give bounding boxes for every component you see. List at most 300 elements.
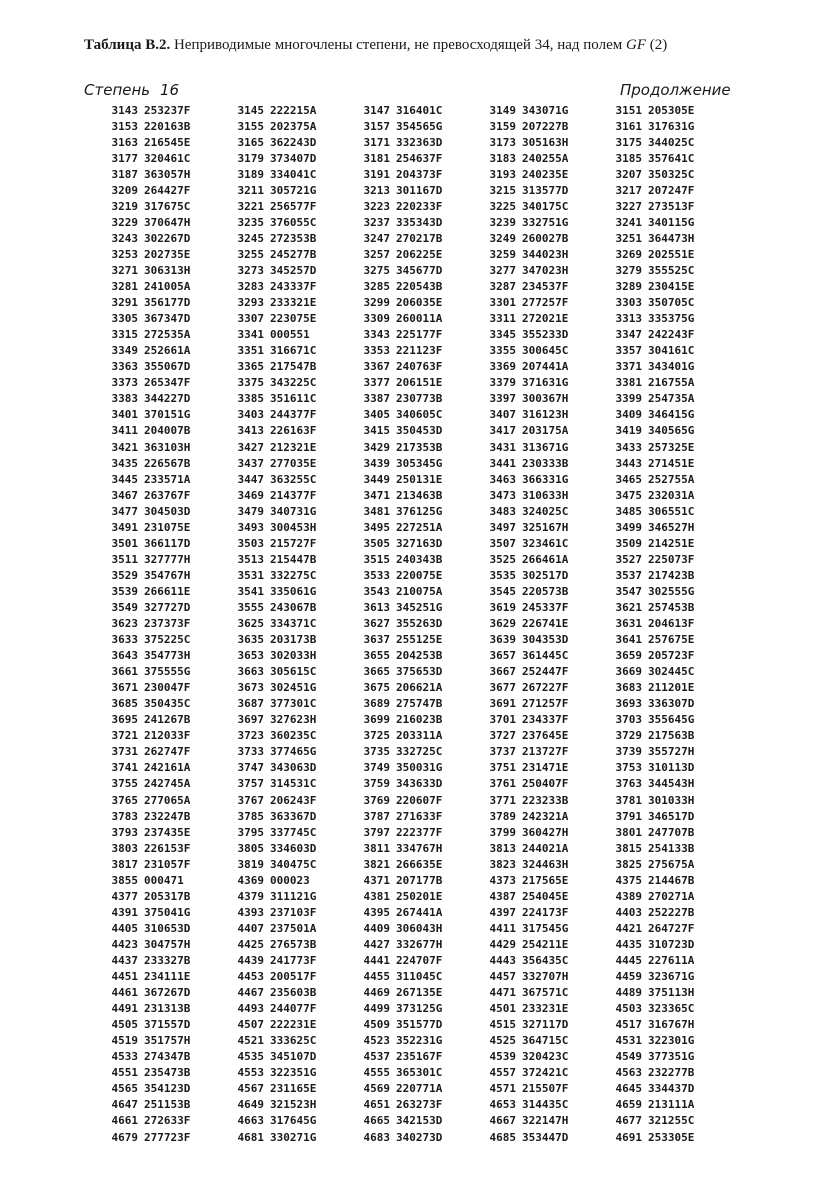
- polynomial-number: 4505: [111, 1018, 138, 1032]
- polynomial-number: 4425: [237, 937, 264, 951]
- polynomial-code: 271451E: [648, 456, 695, 470]
- polynomial-number: 4551: [111, 1066, 138, 1080]
- polynomial-code: 366331G: [522, 472, 569, 486]
- polynomial-code: 301167D: [396, 183, 443, 197]
- table-cell: [482, 840, 608, 856]
- polynomial-code: 350325C: [648, 167, 695, 181]
- polynomial-code: 340475C: [270, 857, 317, 871]
- polynomial-number: 3527: [615, 552, 642, 566]
- polynomial-number: 3507: [489, 536, 516, 550]
- table-caption: [84, 36, 724, 54]
- polynomial-code: 302033H: [270, 649, 317, 663]
- polynomial-number: 3275: [363, 263, 390, 277]
- polynomial-number: 3415: [363, 424, 390, 438]
- table-cell: [482, 118, 608, 134]
- table-caption-suffix: (2): [649, 37, 668, 53]
- polynomial-number: 4533: [111, 1050, 138, 1064]
- table-cell: [482, 744, 608, 760]
- table-cell: [104, 359, 230, 375]
- polynomial-number: 3729: [615, 729, 642, 743]
- table-cell: [230, 503, 356, 519]
- polynomial-number: 4469: [363, 986, 390, 1000]
- polynomial-code: 327727D: [144, 600, 191, 614]
- polynomial-number: 3667: [489, 665, 516, 679]
- polynomial-code: 350705C: [648, 296, 695, 310]
- polynomial-code: 217547B: [270, 360, 317, 374]
- polynomial-number: 3689: [363, 697, 390, 711]
- polynomial-code: 343225C: [270, 376, 317, 390]
- table-cell: [104, 648, 230, 664]
- table-cell: [482, 1129, 608, 1145]
- table-cell: [230, 198, 356, 214]
- polynomial-number: 3433: [615, 440, 642, 454]
- polynomial-code: 213727F: [522, 745, 569, 759]
- polynomial-code: 323671G: [648, 970, 695, 984]
- table-cell: [104, 583, 230, 599]
- polynomial-number: 4557: [489, 1066, 516, 1080]
- table-cell: [230, 969, 356, 985]
- polynomial-code: 204373F: [396, 167, 443, 181]
- polynomial-number: 3403: [237, 408, 264, 422]
- table-cell: [356, 776, 482, 792]
- polynomial-number: 3235: [237, 215, 264, 229]
- table-cell: [230, 1049, 356, 1065]
- table-cell: [608, 230, 734, 246]
- table-cell: [608, 872, 734, 888]
- polynomial-number: 3753: [615, 761, 642, 775]
- table-cell: [608, 1065, 734, 1081]
- table-cell: [104, 150, 230, 166]
- table-cell: [104, 888, 230, 904]
- polynomial-code: 343633D: [396, 777, 443, 791]
- polynomial-number: 4437: [111, 954, 138, 967]
- table-cell: [104, 102, 230, 118]
- polynomial-code: 313577D: [522, 183, 569, 197]
- table-cell: [230, 696, 356, 712]
- polynomial-code: 327163D: [396, 536, 443, 550]
- polynomial-code: 375113H: [648, 986, 695, 1000]
- polynomial-number: 3537: [615, 568, 642, 582]
- table-cell: [482, 182, 608, 198]
- polynomial-code: 231165E: [270, 1082, 317, 1096]
- table-cell: [482, 503, 608, 519]
- table-cell: [104, 840, 230, 856]
- polynomial-code: 224707F: [396, 954, 443, 967]
- polynomial-number: 3253: [111, 247, 138, 261]
- polynomial-code: 206151E: [396, 376, 443, 390]
- polynomial-code: 207441A: [522, 360, 569, 374]
- polynomial-number: 3657: [489, 649, 516, 663]
- polynomial-number: 4373: [489, 873, 516, 887]
- polynomial-number: 3189: [237, 167, 264, 181]
- table-cell: [608, 824, 734, 840]
- table-cell: [608, 1097, 734, 1113]
- polynomial-code: 373125G: [396, 1002, 443, 1016]
- table-cell: [482, 920, 608, 936]
- polynomial-code: 345677D: [396, 263, 443, 277]
- polynomial-number: 3305: [111, 312, 138, 326]
- polynomial-code: 343071G: [522, 103, 569, 117]
- polynomial-code: 206225E: [396, 247, 443, 261]
- table-cell: [482, 792, 608, 808]
- polynomial-number: 4661: [111, 1114, 138, 1128]
- polynomial-number: 3541: [237, 584, 264, 598]
- table-cell: [230, 134, 356, 150]
- polynomial-code: 336307D: [648, 697, 695, 711]
- table-cell: [482, 295, 608, 311]
- table-cell: [356, 503, 482, 519]
- table-cell: [356, 134, 482, 150]
- table-cell: [482, 599, 608, 615]
- polynomial-code: 355525C: [648, 263, 695, 277]
- polynomial-code: 271257F: [522, 697, 569, 711]
- polynomial-number: 3385: [237, 392, 264, 406]
- polynomial-number: 3621: [615, 600, 642, 614]
- table-cell: [482, 519, 608, 535]
- table-cell: [230, 648, 356, 664]
- polynomial-number: 3613: [363, 600, 390, 614]
- polynomial-number: 3759: [363, 777, 390, 791]
- table-cell: [482, 1017, 608, 1033]
- polynomial-code: 375041G: [144, 905, 191, 919]
- table-cell: [356, 1049, 482, 1065]
- polynomial-code: 340273D: [396, 1130, 443, 1144]
- polynomial-code: 302517D: [522, 568, 569, 582]
- table-cell: [482, 262, 608, 278]
- polynomial-number: 3413: [237, 424, 264, 438]
- polynomial-number: 3727: [489, 729, 516, 743]
- polynomial-code: 350435C: [144, 697, 191, 711]
- table-cell: [104, 985, 230, 1001]
- table-cell: [608, 599, 734, 615]
- table-caption-field: GF: [626, 37, 646, 53]
- table-cell: [482, 551, 608, 567]
- table-cell: [356, 808, 482, 824]
- table-cell: [104, 824, 230, 840]
- polynomial-number: 3693: [615, 697, 642, 711]
- polynomial-code: 252447F: [522, 665, 569, 679]
- polynomial-number: 4467: [237, 986, 264, 1000]
- polynomial-code: 220233F: [396, 199, 443, 213]
- polynomial-number: 3799: [489, 825, 516, 839]
- polynomial-number: 3217: [615, 183, 642, 197]
- polynomial-number: 4567: [237, 1082, 264, 1096]
- polynomial-code: 355645G: [648, 713, 695, 727]
- polynomial-number: 3475: [615, 488, 642, 502]
- polynomial-number: 4393: [237, 905, 264, 919]
- polynomial-code: 365301C: [396, 1066, 443, 1080]
- table-cell: [482, 359, 608, 375]
- polynomial-code: 240255A: [522, 151, 569, 165]
- polynomial-code: 302267D: [144, 231, 191, 245]
- polynomial-code: 207227B: [522, 119, 569, 133]
- polynomial-number: 3175: [615, 135, 642, 149]
- polynomial-number: 4537: [363, 1050, 390, 1064]
- polynomial-code: 350031G: [396, 761, 443, 775]
- table-cell: [104, 664, 230, 680]
- table-cell: [230, 1081, 356, 1097]
- polynomial-number: 3691: [489, 697, 516, 711]
- polynomial-number: 3283: [237, 280, 264, 294]
- polynomial-code: 234337F: [522, 713, 569, 727]
- polynomial-code: 227251A: [396, 520, 443, 534]
- polynomial-code: 244377F: [270, 408, 317, 422]
- polynomial-code: 235473B: [144, 1066, 191, 1080]
- polynomial-number: 4397: [489, 905, 516, 919]
- polynomial-number: 4571: [489, 1082, 516, 1096]
- polynomial-code: 266461A: [522, 552, 569, 566]
- polynomial-code: 361445C: [522, 649, 569, 663]
- table-cell: [104, 343, 230, 359]
- table-cell: [482, 1033, 608, 1049]
- polynomial-code: 240763F: [396, 360, 443, 374]
- table-cell: [608, 391, 734, 407]
- polynomial-number: 3411: [111, 424, 138, 438]
- polynomial-code: 354773H: [144, 649, 191, 663]
- polynomial-code: 363367D: [270, 809, 317, 823]
- polynomial-number: 3435: [111, 456, 138, 470]
- table-cell: [104, 198, 230, 214]
- polynomial-code: 304757H: [144, 937, 191, 951]
- table-cell: [356, 680, 482, 696]
- table-cell: [230, 744, 356, 760]
- polynomial-number: 3409: [615, 408, 642, 422]
- polynomial-number: 3813: [489, 841, 516, 855]
- table-cell: [482, 279, 608, 295]
- table-cell: [230, 792, 356, 808]
- polynomial-number: 4405: [111, 921, 138, 935]
- polynomial-code: 332677H: [396, 937, 443, 951]
- polynomial-number: 3293: [237, 296, 264, 310]
- polynomial-number: 3761: [489, 777, 516, 791]
- polynomial-code: 351757H: [144, 1034, 191, 1048]
- polynomial-code: 272535A: [144, 328, 191, 342]
- table-cell: [356, 920, 482, 936]
- polynomial-number: 4649: [237, 1098, 264, 1112]
- polynomial-code: 220771A: [396, 1082, 443, 1096]
- polynomial-code: 376125G: [396, 504, 443, 518]
- polynomial-number: 4499: [363, 1002, 390, 1016]
- polynomial-code: 232247B: [144, 809, 191, 823]
- table-cell: [356, 487, 482, 503]
- polynomial-number: 4371: [363, 873, 390, 887]
- polynomial-code: 314531C: [270, 777, 317, 791]
- table-cell: [104, 1113, 230, 1129]
- polynomial-number: 3701: [489, 713, 516, 727]
- polynomial-number: 3241: [615, 215, 642, 229]
- table-cell: [230, 246, 356, 262]
- polynomial-number: 4515: [489, 1018, 516, 1032]
- table-cell: [356, 295, 482, 311]
- polynomial-code: 206243F: [270, 793, 317, 807]
- table-cell: [356, 744, 482, 760]
- table-cell: [230, 952, 356, 968]
- polynomial-number: 4653: [489, 1098, 516, 1112]
- polynomial-code: 363057H: [144, 167, 191, 181]
- polynomial-code: 204253B: [396, 649, 443, 663]
- polynomial-code: 212033F: [144, 729, 191, 743]
- polynomial-code: 270271A: [648, 889, 695, 903]
- table-cell: [356, 150, 482, 166]
- polynomial-code: 252661A: [144, 344, 191, 358]
- table-cell: [104, 792, 230, 808]
- polynomial-code: 340731G: [270, 504, 317, 518]
- polynomial-number: 3281: [111, 280, 138, 294]
- table-cell: [482, 808, 608, 824]
- polynomial-number: 3251: [615, 231, 642, 245]
- polynomial-code: 266611E: [144, 584, 191, 598]
- polynomial-code: 215507F: [522, 1082, 569, 1096]
- table-cell: [230, 423, 356, 439]
- polynomial-number: 3193: [489, 167, 516, 181]
- polynomial-code: 327117D: [522, 1018, 569, 1032]
- polynomial-code: 342153D: [396, 1114, 443, 1128]
- polynomial-code: 273513F: [648, 199, 695, 213]
- table-cell: [356, 102, 482, 118]
- table-cell: [482, 102, 608, 118]
- table-cell: [230, 118, 356, 134]
- table-caption-text: Неприводимые многочлены степени, не превосходящей 34, над полем: [173, 37, 623, 53]
- polynomial-number: 3665: [363, 665, 390, 679]
- polynomial-code: 217423B: [648, 568, 695, 582]
- polynomial-number: 3623: [111, 617, 138, 631]
- polynomial-number: 3503: [237, 536, 264, 550]
- polynomial-code: 253237F: [144, 103, 191, 117]
- polynomial-code: 333625C: [270, 1034, 317, 1048]
- polynomial-number: 3469: [237, 488, 264, 502]
- table-cell: [104, 728, 230, 744]
- polynomial-number: 3145: [237, 103, 264, 117]
- table-cell: [482, 1001, 608, 1017]
- table-cell: [230, 1129, 356, 1145]
- table-cell: [482, 1049, 608, 1065]
- polynomial-number: 3797: [363, 825, 390, 839]
- table-cell: [356, 551, 482, 567]
- table-cell: [356, 198, 482, 214]
- polynomial-code: 000023: [270, 873, 310, 887]
- polynomial-number: 3357: [615, 344, 642, 358]
- polynomial-number: 4461: [111, 986, 138, 1000]
- polynomial-code: 356177D: [144, 296, 191, 310]
- table-cell: [356, 407, 482, 423]
- polynomial-code: 377465G: [270, 745, 317, 759]
- table-cell: [482, 230, 608, 246]
- polynomial-number: 4691: [615, 1130, 642, 1144]
- polynomial-number: 3539: [111, 584, 138, 598]
- polynomial-number: 3855: [111, 873, 138, 887]
- table-cell: [356, 696, 482, 712]
- table-cell: [356, 936, 482, 952]
- polynomial-number: 3239: [489, 215, 516, 229]
- table-cell: [104, 567, 230, 583]
- table-cell: [230, 985, 356, 1001]
- polynomial-code: 250201E: [396, 889, 443, 903]
- polynomial-number: 3349: [111, 344, 138, 358]
- table-cell: [230, 728, 356, 744]
- polynomial-number: 3629: [489, 617, 516, 631]
- table-cell: [356, 1081, 482, 1097]
- table-cell: [482, 166, 608, 182]
- polynomial-code: 310113D: [648, 761, 695, 775]
- polynomial-number: 3793: [111, 825, 138, 839]
- polynomial-number: 3723: [237, 729, 264, 743]
- polynomial-code: 345251G: [396, 600, 443, 614]
- table-cell: [104, 295, 230, 311]
- polynomial-code: 323365C: [648, 1002, 695, 1016]
- polynomial-number: 3223: [363, 199, 390, 213]
- polynomial-code: 351577D: [396, 1018, 443, 1032]
- table-cell: [482, 327, 608, 343]
- polynomial-code: 332725C: [396, 745, 443, 759]
- polynomial-code: 317645G: [270, 1114, 317, 1128]
- polynomial-number: 3219: [111, 199, 138, 213]
- polynomial-code: 372421C: [522, 1066, 569, 1080]
- polynomial-number: 4659: [615, 1098, 642, 1112]
- polynomial-code: 355727H: [648, 745, 695, 759]
- polynomial-code: 221123F: [396, 344, 443, 358]
- polynomial-number: 3699: [363, 713, 390, 727]
- polynomial-number: 3737: [489, 745, 516, 759]
- polynomial-code: 232031A: [648, 488, 695, 502]
- table-cell: [482, 150, 608, 166]
- polynomial-code: 223233B: [522, 793, 569, 807]
- polynomial-number: 3491: [111, 520, 138, 534]
- table-cell: [230, 519, 356, 535]
- polynomial-code: 320423C: [522, 1050, 569, 1064]
- polynomial-number: 4471: [489, 986, 516, 1000]
- polynomial-code: 275747B: [396, 697, 443, 711]
- polynomial-code: 230415E: [648, 280, 695, 294]
- table-cell: [104, 262, 230, 278]
- polynomial-number: 3627: [363, 617, 390, 631]
- polynomial-code: 350453D: [396, 424, 443, 438]
- polynomial-code: 223075E: [270, 312, 317, 326]
- polynomial-number: 3307: [237, 312, 264, 326]
- polynomial-number: 3343: [363, 328, 390, 342]
- polynomial-code: 241267B: [144, 713, 191, 727]
- polynomial-number: 3191: [363, 167, 390, 181]
- polynomial-code: 203311A: [396, 729, 443, 743]
- polynomial-code: 237645E: [522, 729, 569, 743]
- polynomial-code: 343401G: [648, 360, 695, 374]
- polynomial-table: [104, 102, 736, 1145]
- table-cell: [608, 792, 734, 808]
- polynomial-code: 233327B: [144, 954, 191, 967]
- polynomial-code: 230773B: [396, 392, 443, 406]
- polynomial-code: 234111E: [144, 970, 191, 984]
- polynomial-code: 210075A: [396, 584, 443, 598]
- table-cell: [356, 664, 482, 680]
- polynomial-code: 337745C: [270, 825, 317, 839]
- polynomial-code: 321255C: [648, 1114, 695, 1128]
- table-cell: [482, 824, 608, 840]
- polynomial-code: 226163F: [270, 424, 317, 438]
- polynomial-number: 3181: [363, 151, 390, 165]
- polynomial-code: 272633F: [144, 1114, 191, 1128]
- polynomial-number: 3399: [615, 392, 642, 406]
- table-cell: [104, 214, 230, 230]
- polynomial-number: 3631: [615, 617, 642, 631]
- polynomial-number: 3495: [363, 520, 390, 534]
- polynomial-number: 3531: [237, 568, 264, 582]
- polynomial-number: 3529: [111, 568, 138, 582]
- table-cell: [230, 616, 356, 632]
- polynomial-number: 4459: [615, 970, 642, 984]
- table-cell: [104, 776, 230, 792]
- polynomial-number: 3789: [489, 809, 516, 823]
- polynomial-number: 3735: [363, 745, 390, 759]
- polynomial-number: 3821: [363, 857, 390, 871]
